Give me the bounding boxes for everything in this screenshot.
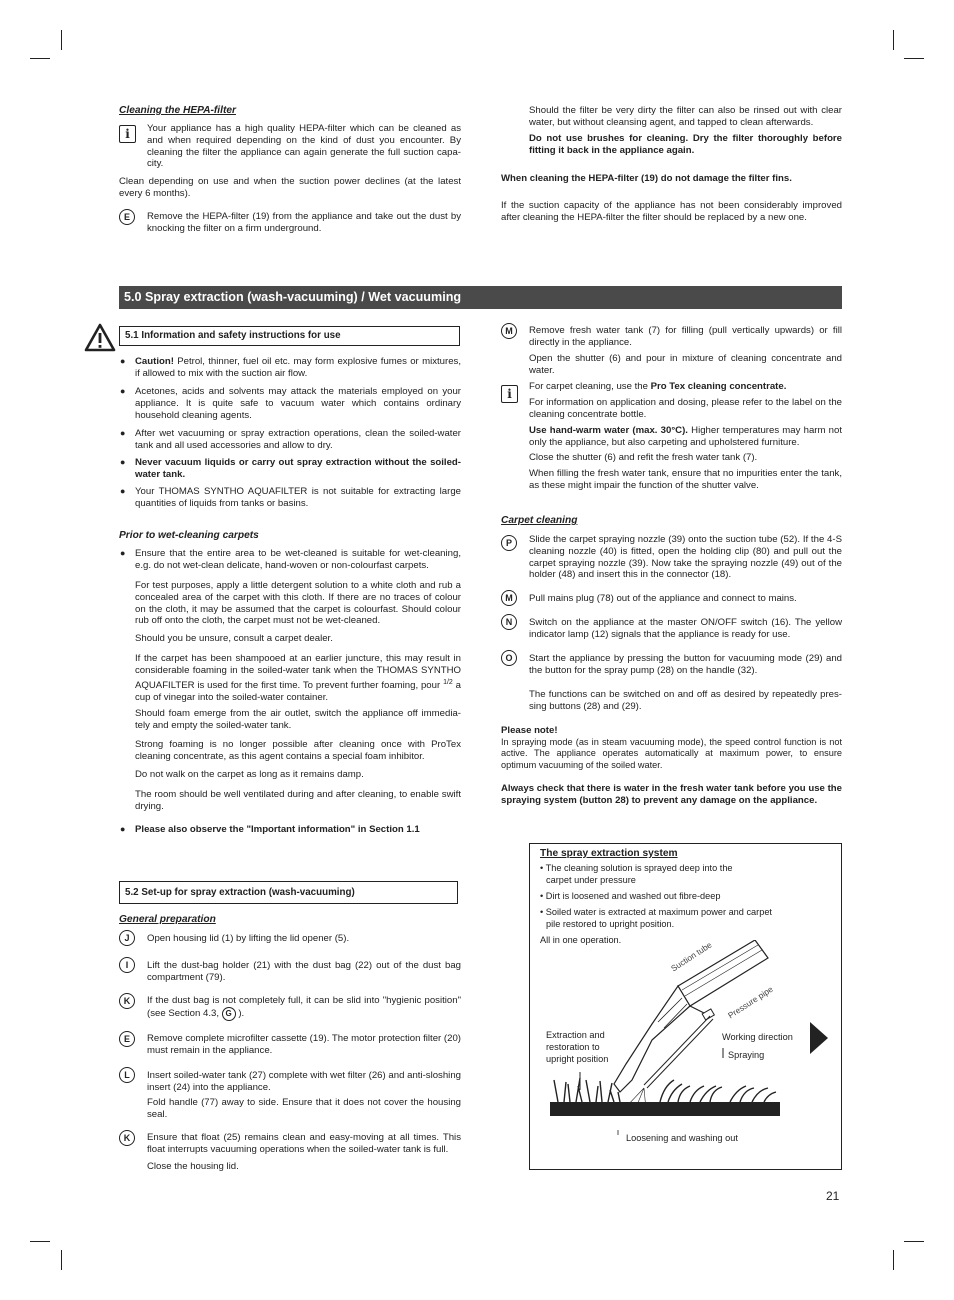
always-check: Always check that there is water in the fresh water tank before you use the spraying system (button 28) to prevent any damage on the appliance. [501,783,842,806]
prior-p4-text: If the carpet has been shampooed at an earlier juncture, this may result in considerable foaming in the soiled-water tank when the THOMAS SYNTHO AQUAFILTER is used for the first time. To prevent further foaming, pour [135,653,461,691]
crop-mark [904,58,924,59]
prior-p1: Ensure that the entire area to be wet-cleaned is suitable for wet-cleaning, e.g. do not wet-clean delicate, hand-woven or non-colourfast carpets. [135,548,461,571]
label-spraying: Spraying [728,1050,765,1060]
prior-heading: Prior to wet-cleaning carpets [119,530,259,541]
prior-p8: The room should be well ventilated during and after cleaning, to enable swift drying. [135,789,461,812]
hepa-clean: Clean depending on use and when the suction power declines (at the latest every 6 months). [119,176,461,199]
step-k-text-main: If the dust bag is not completely full, it can be slid into "hygienic position" (see Section 4.3, [147,995,461,1019]
step-l-text: Insert soiled-water tank (27) complete with wet filter (26) and anti-sloshing insert (24) into the appliance. [147,1070,461,1093]
step-e-icon: E [119,209,135,225]
crop-mark [61,30,62,50]
step-k-end: ). [238,1007,245,1019]
direction-arrow-icon [810,1022,828,1054]
crop-mark [904,1241,924,1242]
right-m-text: Remove fresh water tank (7) for filling (pull vertically upwards) or fill directly in the appliance. [529,325,842,348]
prior-p4 [135,653,461,703]
info-icon: i [119,125,136,143]
step-i-text: Lift the dust-bag holder (21) with the dust bag (22) out of the dust bag compartment (79). [147,960,461,983]
box-item: • The cleaning solution is sprayed deep into the [540,863,733,873]
label-working-direction: Working direction [722,1032,793,1042]
bullet: ● [120,486,126,496]
right-open: Open the shutter (6) and pour in mixture of cleaning concentrate and water. [529,353,842,376]
s52-title: 5.2 Set-up for spray extraction (wash-vacuuming) [125,887,355,898]
step-k-text [147,995,461,1021]
close-lid: Close the housing lid. [147,1161,239,1172]
spray-nozzle-illustration [540,940,840,1140]
section-title-bar [119,286,842,309]
s51-b2: Acetones, acids and solvents may attack the materials employed on your appliance. It is quite safe to vacuum water which contains ordinary household cleaning agents. [135,386,461,421]
bullet: ● [120,386,126,396]
right-close-shutter: Close the shutter (6) and refit the fresh water tank (7). [529,452,758,463]
box-heading: The spray extraction system [540,848,678,859]
s51-b3: After wet vacuuming or spray extraction operations, clean the soiled-water tank and all used accessories and allow to dry. [135,428,461,451]
prior-p5: Should foam emerge from the air outlet, switch the appliance off immedia-tely and empty the soiled-water tank. [135,708,461,731]
right-m2-text: Pull mains plug (78) out of the appliance and connect to mains. [529,593,797,604]
prior-p4-end: a cup of vinegar into the soiled-water container. [135,679,462,703]
right-carpet [529,381,842,393]
s51-title: 5.1 Information and safety instructions for use [125,330,341,341]
box-item: • Soiled water is extracted at maximum power and carpet [540,907,772,917]
box-item: • Dirt is loosened and washed out fibre-deep [540,891,721,901]
box-all: All in one operation. [540,935,622,945]
prior-p6: Strong foaming is no longer possible after cleaning once with ProTex cleaning concentrate, as this agent contains a special foam inhibitor. [135,739,461,762]
section-title: 5.0 Spray extraction (wash-vacuuming) / Wet vacuuming [124,290,462,304]
page-number: 21 [826,1189,840,1203]
bullet: ● [120,457,126,467]
crop-mark [30,58,50,59]
prior-p3: Should you be unsure, consult a carpet dealer. [135,633,333,644]
hepa-rinse: Should the filter be very dirty the filter can also be rinsed out with clear water, but without cleansing agent, and tapped to clean afterwards. [529,105,842,128]
s51-b1-text: Petrol, thinner, fuel oil etc. may form explosive fumes or mixtures, if allowed to mix with the suction air flow. [135,356,461,379]
fold-handle: Fold handle (77) away to side. Ensure that it does not cover the housing seal. [147,1097,461,1120]
bullet: ● [120,824,126,834]
crop-mark [893,1250,894,1270]
step-e2-text: Remove complete microfilter cassette (19). The motor protection filter (20) must remain in the appliance. [147,1033,461,1056]
right-o-text: Start the appliance by pressing the button for vacuuming mode (29) and the button for the spray pump (28) on the handle (32). [529,653,842,676]
right-carpet-pre: For carpet cleaning, use the [529,381,651,392]
hepa-fins: When cleaning the HEPA-filter (19) do not damage the filter fins. [501,173,792,184]
note-text: In spraying mode (as in steam vacuuming mode), the speed control function is not active. The appliance operates automatically at maximum power, to ensure optimum vacuuming of the soiled water. [501,737,842,770]
general-heading: General preparation [119,914,216,925]
step-e2-icon: E [119,1031,135,1047]
label-restoration: restoration to [546,1042,600,1052]
prior-p9: Please also observe the "Important information" in Section 1.1 [135,824,420,835]
crop-mark [893,30,894,50]
right-handwarm-bold: Use hand-warm water (max. 30°C). [529,425,688,436]
step-j-text: Open housing lid (1) by lifting the lid opener (5). [147,933,350,944]
label-upright: upright position [546,1054,609,1064]
carpet-heading: Carpet cleaning [501,515,578,526]
hepa-heading: Cleaning the HEPA-filter [119,105,236,116]
warning-icon [84,323,116,352]
label-loosening: Loosening and washing out [626,1133,738,1143]
step-j-icon: J [119,930,135,946]
box-item: carpet under pressure [546,875,636,885]
step-n-icon: N [501,614,517,630]
step-i-icon: I [119,957,135,973]
s51-b1 [135,356,461,380]
label-extraction: Extraction and [546,1030,605,1040]
right-p-text: Slide the carpet spraying nozzle (39) onto the suction tube (52). If the 4-S cleaning nozzle (40) is fitted, open the holding clip (80) and pull out the carpet spraying nozzle (39). Now take the spraying nozzle (49) out of the holder (48) and insert this in the connector (18). [529,534,842,581]
s52-title-box [119,881,458,904]
prior-p7: Do not walk on the carpet as long as it remains damp. [135,769,364,780]
box-item: pile restored to upright position. [546,919,675,929]
s51-title-box [119,326,460,346]
info-icon: i [501,385,518,403]
label-pressure-pipe: Pressure pipe [726,983,775,1021]
step-g-icon: G [222,1007,236,1021]
step-m2-icon: M [501,590,517,606]
hepa-info: Your appliance has a high quality HEPA-filter which can be cleaned as and when required depending on the kind of dust you encounter. By cleaning the filter the appliance can again generate the full suction capa-city. [147,123,461,170]
right-functions: The functions can be switched on and off as desired by repeatedly pres-sing buttons (28) and (29). [529,689,842,712]
hepa-replace: If the suction capacity of the appliance has not been considerably improved after cleaning the HEPA-filter the filter should be replaced by a new one. [501,200,842,223]
right-handwarm [529,425,842,449]
bullet: ● [120,428,126,438]
step-p-icon: P [501,535,517,551]
note-heading: Please note! [501,725,558,736]
crop-mark [30,1241,50,1242]
step-k2-text: Ensure that float (25) remains clean and easy-moving at all times. This float interrupts vacuuming operations when the soiled-water tank is full. [147,1132,461,1155]
right-handwarm-text: Higher temperatures may harm not only the appliance, but also carpeting and upholstered furniture. [529,425,842,448]
step-l-icon: L [119,1067,135,1083]
step-o-icon: O [501,650,517,666]
step-k-icon: K [119,993,135,1009]
right-carpet-bold: Pro Tex cleaning concentrate. [650,381,787,392]
step-k2-icon: K [119,1130,135,1146]
s51-b1-bold: Caution! [135,356,174,367]
right-n-text: Switch on the appliance at the master ON/OFF switch (16). The yellow indicator lamp (12) signals that the appliance is ready for use. [529,617,842,640]
s51-b4: Never vacuum liquids or carry out spray extraction without the soiled-water tank. [135,457,461,480]
right-filling: When filling the fresh water tank, ensure that no impurities enter the tank, as these might impair the function of the shutter valve. [529,468,842,491]
prior-p2: For test purposes, apply a little detergent solution to a white cloth and rub a concealed area of the carpet with this cloth. If there are no traces of colour on the cloth, it may be assumed that the carpet is colourfast. Should colour rub off onto the cloth, the carpet must not be wet-cleaned. [135,580,461,627]
crop-mark [61,1250,62,1270]
right-info-dose: For information on application and dosing, please refer to the label on the cleaning concentrate bottle. [529,397,842,420]
fraction: 1/2 [443,678,453,686]
label-suction-tube: Suction tube [669,939,714,974]
hepa-e-text: Remove the HEPA-filter (19) from the appliance and take out the dust by knocking the filter on a firm underground. [147,211,461,234]
step-m-icon: M [501,323,517,339]
bullet: ● [120,356,126,366]
hepa-rinse-bold: Do not use brushes for cleaning. Dry the filter thoroughly before fitting it back in the appliance again. [529,133,842,156]
bullet: ● [120,548,126,558]
s51-b5: Your THOMAS SYNTHO AQUAFILTER is not suitable for extracting large quantities of liquids from tanks or basins. [135,486,461,509]
